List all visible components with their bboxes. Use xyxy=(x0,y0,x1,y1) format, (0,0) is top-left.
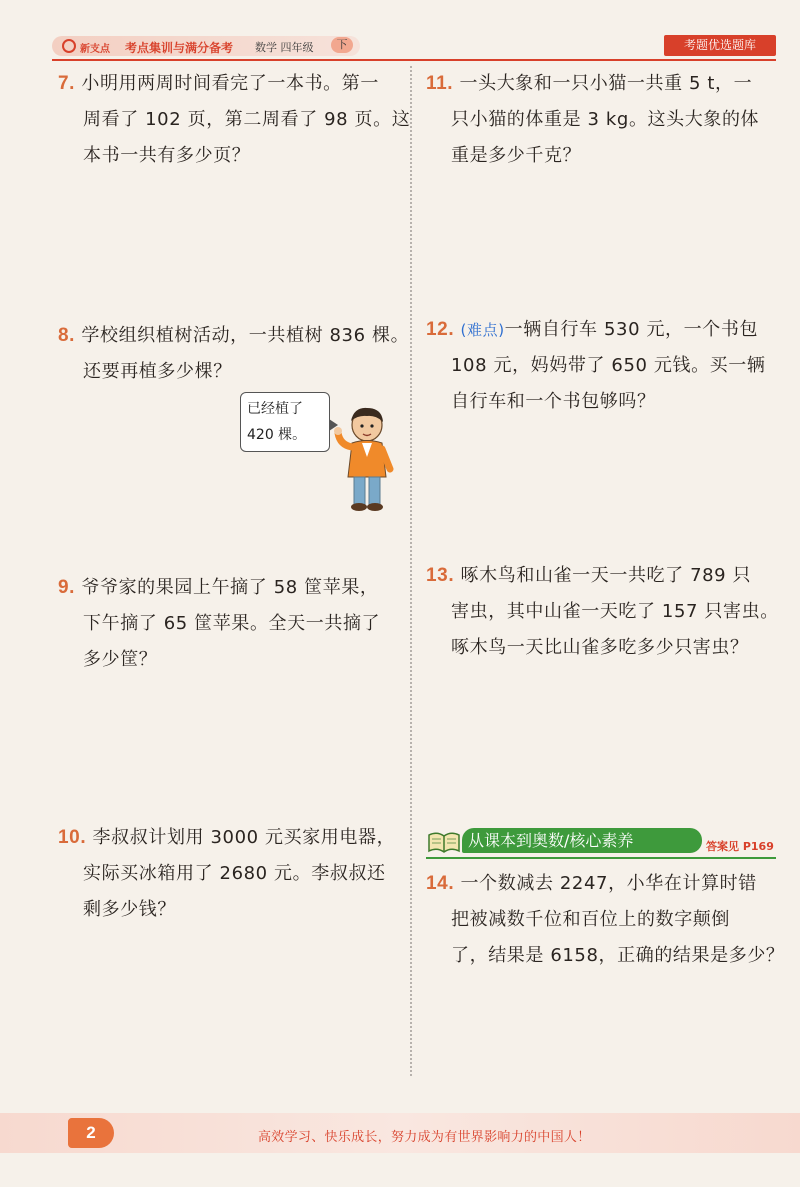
question-line: 害虫，其中山雀一天吃了 157 只害虫。 xyxy=(451,601,779,622)
question-number: 10. xyxy=(58,827,87,848)
header-tag: 考题优选题库 xyxy=(664,35,776,56)
footer-slogan: 高效学习、快乐成长，努力成为有世界影响力的中国人！ xyxy=(258,1130,591,1145)
question-line: 自行车和一个书包够吗？ xyxy=(451,391,656,412)
question-number: 11. xyxy=(426,73,454,94)
page-header xyxy=(0,30,800,60)
question-line: 一个数减去 2247，小华在计算时错 xyxy=(460,873,757,894)
bubble-line: 420 棵。 xyxy=(247,427,307,443)
series-title: 考点集训与满分备考 xyxy=(125,41,234,55)
question-line: 一头大象和一只小猫一共重 5 t，一 xyxy=(459,73,753,94)
question-number: 7. xyxy=(58,73,76,94)
question-line: 重是多少千克？ xyxy=(451,145,582,166)
question-line: 啄木鸟一天比山雀多吃多少只害虫？ xyxy=(451,637,749,658)
page-number: 2 xyxy=(68,1118,114,1148)
speech-bubble xyxy=(240,392,330,452)
question-12 xyxy=(426,312,765,420)
question-line: 把被减数千位和百位上的数字颠倒 xyxy=(451,909,730,930)
bubble-line: 已经植了 xyxy=(247,401,303,417)
question-line: 剩多少钱？ xyxy=(83,899,176,920)
question-9 xyxy=(58,570,380,678)
question-line: 李叔叔计划用 3000 元买家用电器， xyxy=(92,827,396,848)
question-11 xyxy=(426,66,759,174)
question-7 xyxy=(58,66,410,174)
answer-reference: 答案见 P169 xyxy=(706,840,774,853)
question-line: 了，结果是 6158，正确的结果是多少？ xyxy=(451,945,785,966)
question-line: 还要再植多少棵？ xyxy=(83,361,232,382)
question-8 xyxy=(58,318,409,390)
question-number: 8. xyxy=(58,325,76,346)
question-number: 9. xyxy=(58,577,76,598)
brand-logo-icon xyxy=(62,39,76,53)
section-rule xyxy=(426,857,776,859)
question-number: 14. xyxy=(426,873,455,894)
question-line: 下午摘了 65 筐苹果。全天一共摘了 xyxy=(83,613,381,634)
question-number: 12. xyxy=(426,319,455,340)
question-line: 多少筐？ xyxy=(83,649,158,670)
column-divider xyxy=(410,66,412,1076)
open-book-icon xyxy=(426,827,462,855)
difficulty-tag: (难点) xyxy=(460,321,505,339)
question-14 xyxy=(426,866,785,974)
question-line: 学校组织植树活动，一共植树 836 棵。 xyxy=(81,325,410,346)
question-line: 108 元，妈妈带了 650 元钱。买一辆 xyxy=(451,355,766,376)
question-13 xyxy=(426,558,779,666)
subject-grade: 数学 四年级 xyxy=(255,41,314,54)
question-line: 啄木鸟和山雀一天一共吃了 789 只 xyxy=(460,565,752,586)
section-banner xyxy=(426,826,776,856)
question-10 xyxy=(58,820,395,928)
brand-name: 新支点 xyxy=(80,44,110,55)
question-line: 一辆自行车 530 元，一个书包 xyxy=(504,319,759,340)
question-line: 实际买冰箱用了 2680 元。李叔叔还 xyxy=(83,863,386,884)
question-number: 13. xyxy=(426,565,455,586)
question-line: 周看了 102 页，第二周看了 98 页。这 xyxy=(83,109,411,130)
header-rule xyxy=(52,59,776,61)
question-line: 小明用两周时间看完了一本书。第一 xyxy=(81,73,379,94)
boy-illustration xyxy=(332,405,402,515)
section-title: 从课本到奥数/核心素养 xyxy=(462,828,702,853)
volume-badge: 下 xyxy=(331,37,353,53)
question-line: 只小猫的体重是 3 kg。这头大象的体 xyxy=(451,109,760,130)
question-line: 本书一共有多少页？ xyxy=(83,145,251,166)
question-line: 爷爷家的果园上午摘了 58 筐苹果， xyxy=(81,577,379,598)
